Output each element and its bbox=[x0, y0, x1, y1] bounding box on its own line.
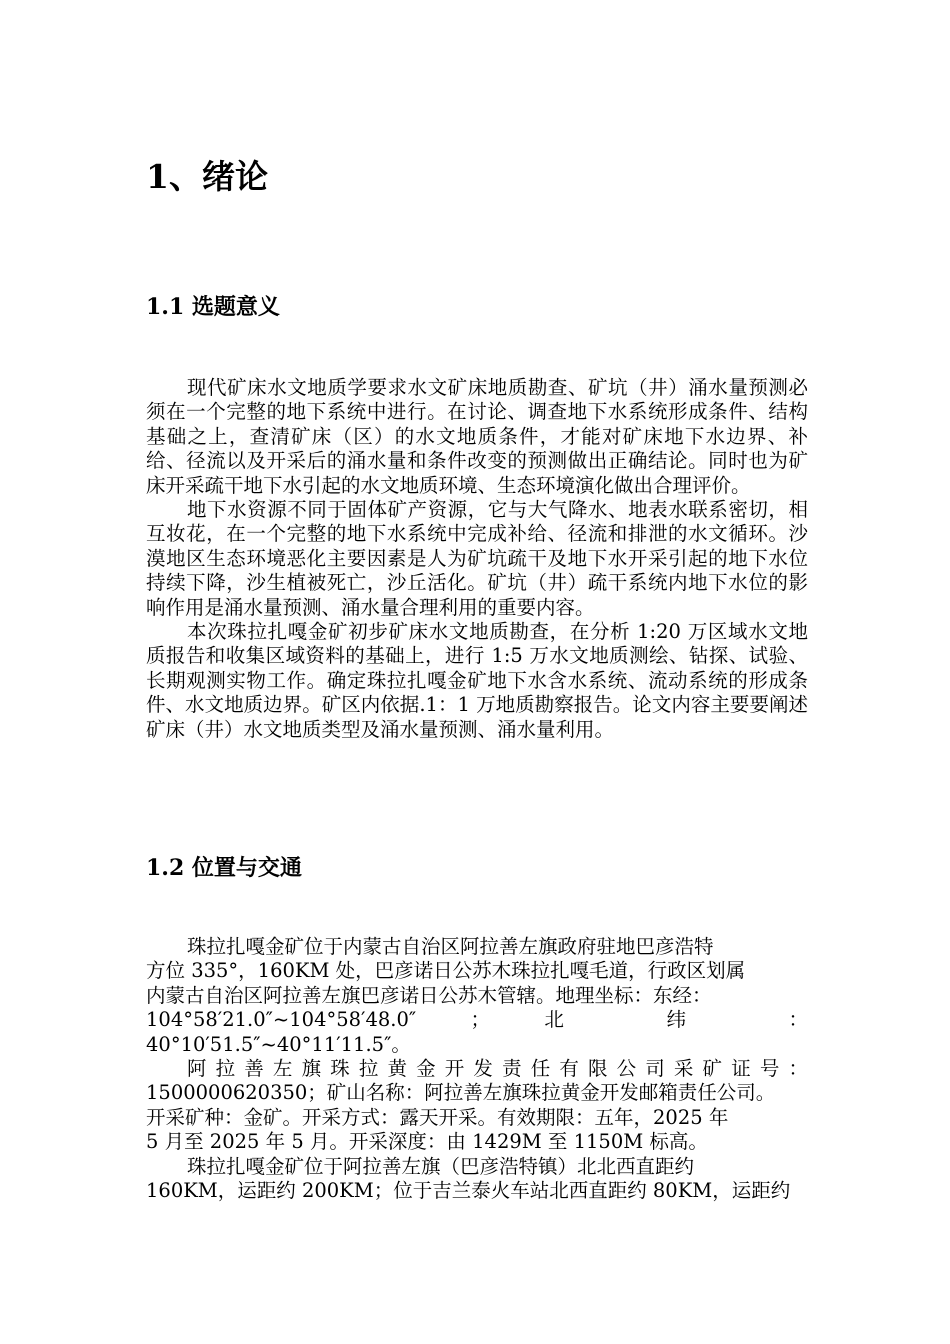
paragraph-line: 开采矿种：金矿。开采方式：露天开采。有效期限：五年，2025 年 bbox=[146, 1105, 729, 1129]
paragraph-line: 160KM，运距约 200KM；位于吉兰泰火车站北西直距约 80KM，运距约 bbox=[146, 1179, 791, 1203]
paragraph-line: 珠拉扎嘎金矿位于内蒙古自治区阿拉善左旗政府驻地巴彦浩特 bbox=[187, 935, 714, 958]
section-body-significance bbox=[146, 376, 808, 742]
paragraph-line: 5 月至 2025 年 5 月。开采深度：由 1429M 至 1150M 标高。 bbox=[146, 1130, 708, 1154]
paragraph-line: 方位 335°，160KM 处，巴彦诺日公苏木珠拉扎嘎毛道，行政区划属 bbox=[146, 959, 746, 983]
paragraph: 本次珠拉扎嘎金矿初步矿床水文地质勘查，在分析 1:20 万区域水文地质报告和收集区域资料的基础上，进行 1:5 万水文地质测绘、钻探、试验、长期观测实物工作。确定珠拉扎嘎金矿地下水含水系统、流动系统的形成条件、水文地质边界。矿区内依据.1：1 万地质勘察报告。论文内容主要要阐述矿床（井）水文地质类型及涌水量预测、涌水量利用。 bbox=[146, 620, 808, 741]
paragraph-line: 珠拉扎嘎金矿位于阿拉善左旗（巴彦浩特镇）北北西直距约 bbox=[187, 1154, 695, 1178]
section-heading-location: 1.2 位置与交通 bbox=[146, 855, 302, 881]
paragraph-line: 1500000620350；矿山名称：阿拉善左旗珠拉黄金开发邮箱责任公司。 bbox=[146, 1081, 776, 1105]
coordinates-line: 104°58′21.0″~104°58′48.0″ ； 北 纬 ： bbox=[146, 1008, 808, 1032]
section-body-location bbox=[146, 935, 808, 1203]
coordinates-line: 40°10′51.5″~40°11′11.5″。 bbox=[146, 1032, 411, 1056]
paragraph: 现代矿床水文地质学要求水文矿床地质勘查、矿坑（井）涌水量预测必须在一个完整的地下系统中进行。在讨论、调查地下水系统形成条件、结构基础之上，查清矿床（区）的水文地质条件，才能对矿床地下水边界、补给、径流以及开采后的涌水量和条件改变的预测做出正确结论。同时也为矿床开采疏干地下水引起的水文地质环境、生态环境演化做出合理评价。 bbox=[146, 376, 808, 497]
paragraph-line: 阿拉善左旗珠拉黄金开发责任有限公司采矿证号： bbox=[187, 1057, 808, 1081]
section-heading-significance: 1.1 选题意义 bbox=[146, 294, 280, 320]
chapter-title: 1、绪论 bbox=[146, 157, 268, 196]
paragraph: 地下水资源不同于固体矿产资源，它与大气降水、地表水联系密切，相互妆花，在一个完整的地下水系统中完成补给、径流和排泄的水文循环。沙漠地区生态环境恶化主要因素是人为矿坑疏干及地下水开采引起的地下水位持续下降，沙生植被死亡，沙丘活化。矿坑（井）疏干系统内地下水位的影响作用是涌水量预测、涌水量合理利用的重要内容。 bbox=[146, 498, 808, 619]
paragraph-line: 内蒙古自治区阿拉善左旗巴彦诺日公苏木管辖。地理坐标：东经： bbox=[146, 983, 712, 1007]
